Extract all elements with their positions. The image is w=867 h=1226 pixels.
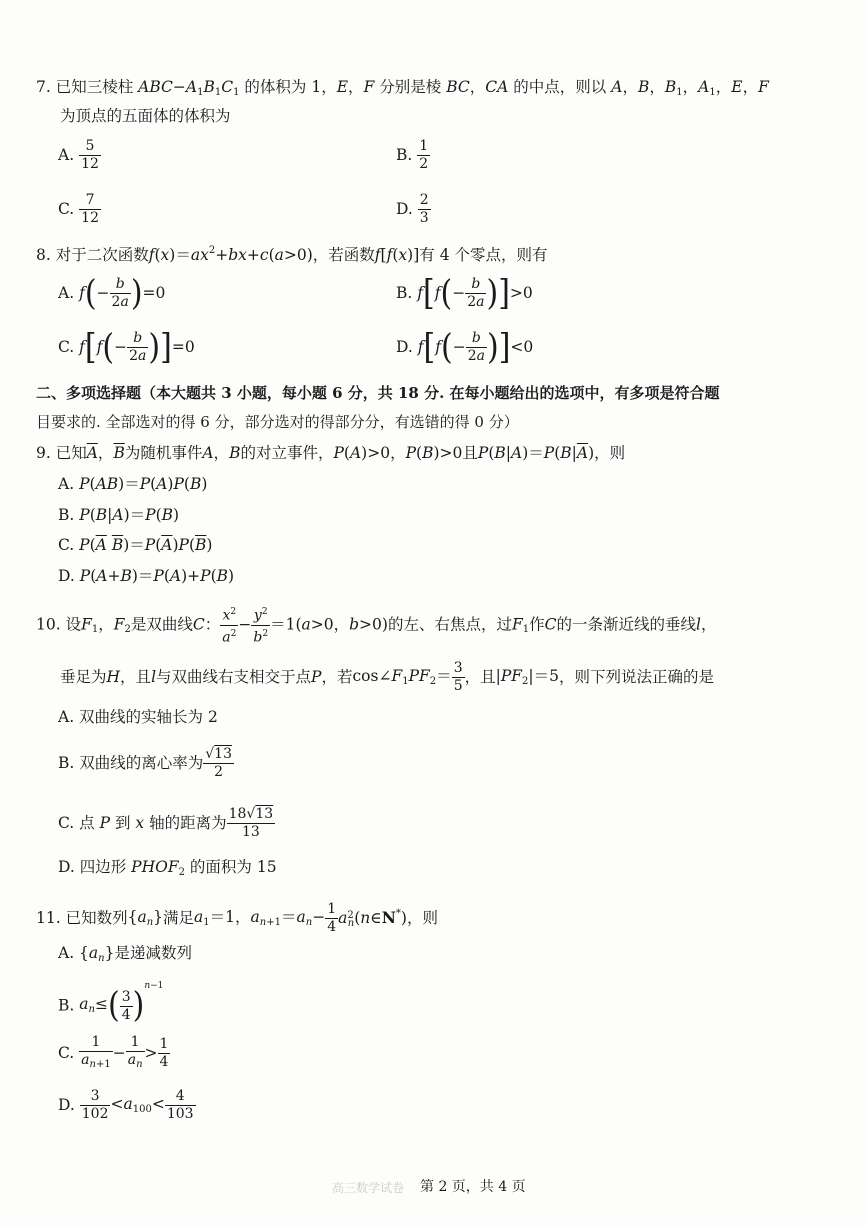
q7-option-c[interactable]: C. $\frac{7}{12}$ <box>58 192 99 226</box>
q7-option-d[interactable]: D. $\frac{2}{3}$ <box>396 192 429 226</box>
q11-stem: 11. 已知数列$\{a_n\}$满足$a_1=1$，$a_{n+1}=a_n-$ $\frac{1}{4}$ $a^2_n(n\in N^*)$，则 <box>36 901 438 935</box>
q7-option-a[interactable]: A. $\frac{5}{12}$ <box>58 138 99 172</box>
section2-header-line1: 二、多项选择题（本大题共 3 小题，每小题 6 分，共 18 分. 在每小题给出的选项中，有多项是符合题 <box>36 384 720 402</box>
q7-stem-line2: 为顶点的五面体的体积为 <box>60 107 231 125</box>
q10-option-d[interactable]: D. 四边形 $PHOF_2$ 的面积为 15 <box>58 858 277 878</box>
q10-stem-line2: 垂足为H，且l与双曲线右支相交于点P，若$\cos\angle F_1PF_2=$ $\frac{3}{5}$ ，且$|PF_2|=5$，则下列说法正确的是 <box>60 660 715 694</box>
q10-option-b[interactable]: B. 双曲线的离心率为 $\frac{√13}{2}$ <box>58 746 232 780</box>
q8-option-b[interactable]: B. f[f(− $\frac{b}{2a}$ )]>0 <box>396 272 533 314</box>
q8-stem: 8. 对于二次函数$f(x)=ax^2+bx+c(a>0)$，若函数f[f(x)]有 4 个零点，则有 <box>36 245 548 264</box>
q8-option-d[interactable]: D. f[f(− $\frac{b}{2a}$ )]<0 <box>396 326 534 368</box>
q10-option-a[interactable]: A. 双曲线的实轴长为 2 <box>58 708 218 726</box>
q10-stem-line1: 10. 设$F_1$，$F_2$是双曲线C： $\frac{x^2}{a^2}$ − $\frac{y^2}{b^2}$ ＝1(a>0，b>0)的左、右焦点，过$F_1$作C的一条渐近线的垂线l， <box>36 607 717 646</box>
q11-option-a[interactable]: A. $\{a_n\}$是递减数列 <box>58 944 193 964</box>
q9-option-c[interactable]: C. $P(\overline{A}$ $\overline{B})=P(\overline{A})P(\overline{B})$ <box>58 536 213 554</box>
q9-option-d[interactable]: D. P(A+B)＝P(A)+P(B) <box>58 567 235 585</box>
q7-stem-line1: 7. 已知三棱柱 $ABC-A_1B_1C_1$ 的体积为 1，E，F 分别是棱 BC，CA 的中点，则以 A，B，$B_1$，$A_1$，E，F <box>36 78 769 98</box>
q11-option-c[interactable]: C. $\frac{1}{a_{n+1}}$ − $\frac{1}{a_n}$ > $\frac{1}{4}$ <box>58 1034 170 1073</box>
footer-page-number: 第 2 页，共 4 页 <box>420 1179 526 1195</box>
q11-option-d[interactable]: D. $\frac{3}{102}$ $<a_{100}<$ $\frac{4}{103}$ <box>58 1088 194 1122</box>
section2-header-line2: 目要求的. 全部选对的得 6 分，部分选对的得部分分，有选错的得 0 分） <box>36 413 519 431</box>
q7-option-b[interactable]: B. $\frac{1}{2}$ <box>396 138 429 172</box>
q9-option-a[interactable]: A. P(AB)＝P(A)P(B) <box>58 475 208 493</box>
q8-option-c[interactable]: C. f[f(− $\frac{b}{2a}$ )]=0 <box>58 326 195 368</box>
footer-smudge: 高三数学试卷 <box>332 1181 405 1195</box>
q9-stem: 9. 已知$\overline{A}$，$\overline{B}$为随机事件A，B的对立事件，P(A)>0，P(B)>0且$P(B|A)=P(B|\overline{A})$，则 <box>36 444 626 462</box>
q11-option-b[interactable]: B. $a_n\le$( $\frac{3}{4}$ )$^{n-1}$ <box>58 981 164 1026</box>
q10-option-c[interactable]: C. 点 P 到 x 轴的距离为 $\frac{18√13}{13}$ <box>58 806 274 840</box>
q8-option-a[interactable]: A. f(− $\frac{b}{2a}$ )=0 <box>58 272 166 314</box>
q9-option-b[interactable]: B. P(B|A)＝P(B) <box>58 506 180 524</box>
